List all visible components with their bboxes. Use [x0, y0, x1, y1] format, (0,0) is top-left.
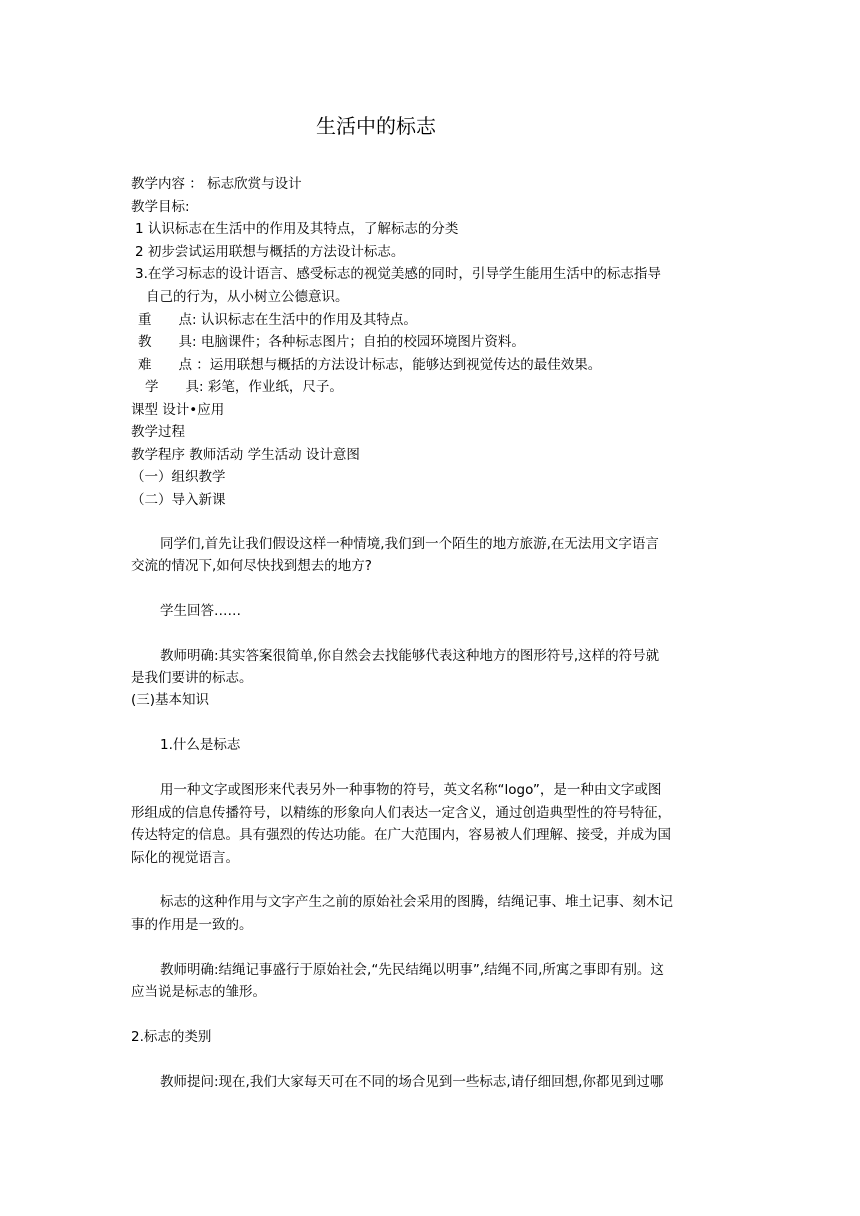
paragraph-line: 学生回答……: [160, 603, 241, 619]
paragraph-line: 标志的这种作用与文字产生之前的原始社会采用的图腾，结绳记事、堆土记事、刻木记: [160, 894, 673, 910]
paragraph-line: 教学目标:: [131, 199, 190, 215]
paragraph-line: 3.在学习标志的设计语言、感受标志的视觉美感的同时，引导学生能用生活中的标志指导: [135, 266, 661, 282]
paragraph-line: 形组成的信息传播符号，以精练的形象向人们表达一定含义，通过创造典型性的符号特征，: [131, 805, 671, 821]
paragraph-line: 自己的行为，从小树立公德意识。: [146, 289, 349, 305]
paragraph-line: 2 初步尝试运用联想与概括的方法设计标志。: [135, 244, 405, 260]
paragraph-line: 传达特定的信息。具有强烈的传达功能。在广大范围内，容易被人们理解、接受，并成为国: [131, 827, 671, 843]
section-heading: 2.标志的类别: [131, 1029, 212, 1045]
paragraph-line: 学 具: 彩笔，作业纸，尺子。: [145, 379, 343, 395]
paragraph-line: 教师明确:其实答案很简单,你自然会去找能够代表这种地方的图形符号,这样的符号就: [160, 648, 660, 664]
paragraph-line: 教学过程: [131, 424, 185, 440]
paragraph-line: 教学程序 教师活动 学生活动 设计意图: [131, 447, 360, 463]
paragraph-line: 交流的情况下,如何尽快找到想去的地方?: [131, 558, 372, 574]
paragraph-line: 教学内容 ： 标志欣赏与设计: [131, 176, 302, 192]
paragraph-line: 重 点: 认识标志在生活中的作用及其特点。: [138, 312, 417, 328]
paragraph-line: （二）导入新课: [131, 492, 226, 508]
paragraph-line: 教 具: 电脑课件；各种标志图片；自拍的校园环境图片资料。: [138, 334, 525, 350]
paragraph-line: 际化的视觉语言。: [131, 850, 239, 866]
paragraph-line: 应当说是标志的雏形。: [131, 984, 266, 1000]
paragraph-line: 1 认识标志在生活中的作用及其特点，了解标志的分类: [135, 221, 459, 237]
paragraph-line: 课型 设计•应用: [131, 402, 225, 418]
paragraph-line: (三)基本知识: [131, 692, 210, 708]
paragraph-line: 教师明确:结绳记事盛行于原始社会,“先民结绳以明事”,结绳不同,所寓之事即有别。这: [160, 962, 664, 978]
paragraph-line: 难 点 ：运用联想与概括的方法设计标志，能够达到视觉传达的最佳效果。: [138, 357, 602, 373]
paragraph-line: 教师提问:现在,我们大家每天可在不同的场合见到一些标志,请仔细回想,你都见到过哪: [160, 1074, 664, 1090]
paragraph-line: 1.什么是标志: [160, 737, 241, 753]
document-title: 生活中的标志: [316, 114, 436, 138]
paragraph-line: 用一种文字或图形来代表另外一种事物的符号，英文名称“logo”，是一种由文字或图: [160, 782, 662, 798]
paragraph-line: 事的作用是一致的。: [131, 917, 253, 933]
paragraph-line: 是我们要讲的标志。: [131, 670, 253, 686]
paragraph-line: （一）组织教学: [131, 469, 226, 485]
paragraph-line: 同学们,首先让我们假设这样一种情境,我们到一个陌生的地方旅游,在无法用文字语言: [160, 536, 659, 552]
